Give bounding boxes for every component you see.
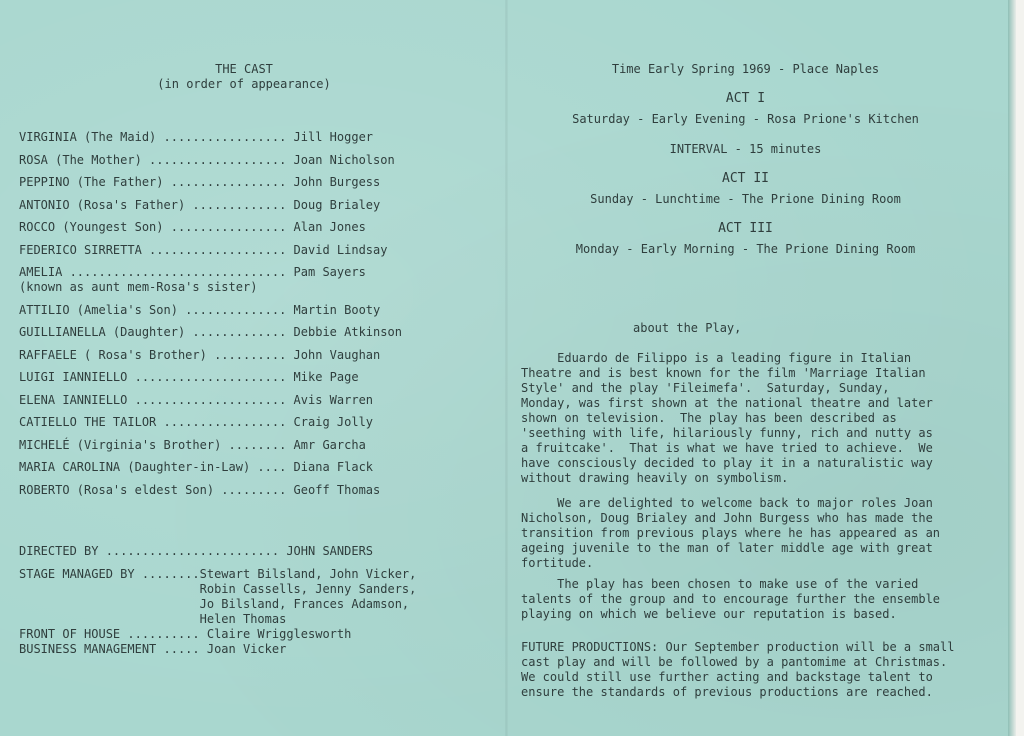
cast-row [19,393,489,416]
about-title: about the Play, [633,321,742,335]
crew-value: Robin Cassells, Jenny Sanders, [199,582,417,596]
cast-row [19,153,489,176]
time-place: Time Early Spring 1969 - Place Naples [611,62,880,76]
cast-row [19,348,489,371]
cast-heading [19,62,469,92]
crew-label: FRONT OF HOUSE .......... [19,627,200,641]
info-panel [513,62,983,699]
actor: John Burgess [293,175,381,189]
actor: Doug Brialey [293,197,381,212]
role: ANTONIO (Rosa's Father) ............. [19,197,287,212]
actor: Alan Jones [293,220,366,234]
cast-title: THE CAST [215,62,273,76]
role: ROCCO (Youngest Son) ................ [19,220,287,234]
crew-value: Helen Thomas [199,612,287,626]
actor: David Lindsay [293,242,388,257]
role: MARIA CAROLINA (Daughter-in-Law) .... [19,460,287,474]
role: VIRGINIA (The Maid) ................. [19,130,287,144]
cast-row [19,460,489,483]
crew-row-director [19,544,489,559]
cast-row [19,303,489,326]
cast-row [19,483,489,506]
cast-row [19,438,489,461]
crew-value: Stewart Bilsland, John Vicker, [199,567,417,581]
about-paragraph: Eduardo de Filippo is a leading figure in Italian Theatre and is best known for the film 'Marriage Italian Style' and the play 'Fileimefa'. Saturday, Sunday, Monday, was first shown at the national theatre and later shown on television. The play has been described as 'seething with life, hilariously funny, rich and nutty as a fruitcake'. That is what we have tried to achieve. We have consciously decided to play it in a naturalistic way without drawing heavily on symbolism. [521,351,933,485]
role: ROSA (The Mother) ................... [19,152,287,167]
cast-row [19,243,489,266]
actor: John Vaughan [293,347,381,362]
act-one-description: Saturday - Early Evening - Rosa Prione's Kitchen [572,112,919,126]
crew-row-stage [19,567,489,582]
actor: Martin Booty [293,302,381,317]
actor: Geoff Thomas [293,482,381,497]
actor: Craig Jolly [293,415,374,429]
actor: Debbie Atkinson [293,325,402,339]
schedule [513,62,978,257]
cast-row [19,265,489,303]
crew-value: Claire Wrigglesworth [206,627,352,641]
crew-value: JOHN SANDERS [286,544,374,558]
role: LUIGI IANNIELLO ..................... [19,370,287,384]
crew-label: DIRECTED BY ........................ [19,544,280,558]
actor: Joan Nicholson [293,152,395,167]
crew-row-business [19,642,489,657]
about-paragraph: We are delighted to welcome back to major roles Joan Nicholson, Doug Brialey and John Burgess who has made the transition from previous plays where he has appeared as an ageing juvenile to the man of later middle age with great fortitude. [521,496,941,570]
crew-row-stage-cont [19,612,489,627]
act-two-heading: ACT II [722,171,769,186]
role: CATIELLO THE TAILOR ................. [19,415,287,429]
about-paragraph: The play has been chosen to make use of the varied talents of the group and to encourage further the ensemble playing on which we believe our reputation is based. [521,577,941,621]
actor: Avis Warren [293,392,374,407]
crew-row-stage-cont [19,582,489,597]
act-three-description: Monday - Early Morning - The Prione Dining Room [575,242,916,256]
crew-value: Jo Bilsland, Frances Adamson, [199,597,410,611]
role: GUILLIANELLA (Daughter) ............. [19,325,287,339]
crew-row-front [19,627,489,642]
cast-row [19,220,489,243]
page-edge [1008,0,1016,736]
crew-label: BUSINESS MANAGEMENT ..... [19,642,200,656]
role: ELENA IANNIELLO ..................... [19,392,287,407]
crew-value: Joan Vicker [206,642,287,656]
cast-row [19,325,489,348]
future-productions: FUTURE PRODUCTIONS: Our September production will be a small cast play and will be followed by a pantomime at Christmas. We could still use further acting and backstage talent to ensure the standards of previous productions are reached. [521,640,955,699]
center-fold [505,0,508,736]
actor: Jill Hogger [293,130,374,144]
act-one-heading: ACT I [725,91,766,106]
actor: Diana Flack [293,460,374,474]
role-note: (known as aunt mem-Rosa's sister) [19,280,258,294]
role: ROBERTO (Rosa's eldest Son) ......... [19,482,287,497]
cast-row [19,415,489,438]
role: PEPPINO (The Father) ................ [19,175,287,189]
actor: Mike Page [293,370,359,384]
cast-row [19,175,489,198]
cast-row [19,370,489,393]
cast-panel [19,62,479,656]
act-three-heading: ACT III [718,221,773,236]
role: MICHELÉ (Virginia's Brother) ........ [19,437,287,452]
cast-subtitle: (in order of appearance) [157,77,331,91]
cast-row [19,198,489,221]
cast-list [19,130,489,505]
actor: Pam Sayers [293,265,366,279]
cast-row [19,130,489,153]
interval: INTERVAL - 15 minutes [669,142,822,156]
role: RAFFAELE ( Rosa's Brother) .......... [19,347,287,362]
role: ATTILIO (Amelia's Son) .............. [19,302,287,317]
actor: Amr Garcha [293,437,366,452]
act-two-description: Sunday - Lunchtime - The Prione Dining Room [590,192,901,206]
role: FEDERICO SIRRETTA ................... [19,242,287,257]
role: AMELIA .............................. [19,265,287,279]
crew-label: STAGE MANAGED BY ........ [19,567,200,581]
crew-row-stage-cont [19,597,489,612]
crew-list [19,544,489,657]
